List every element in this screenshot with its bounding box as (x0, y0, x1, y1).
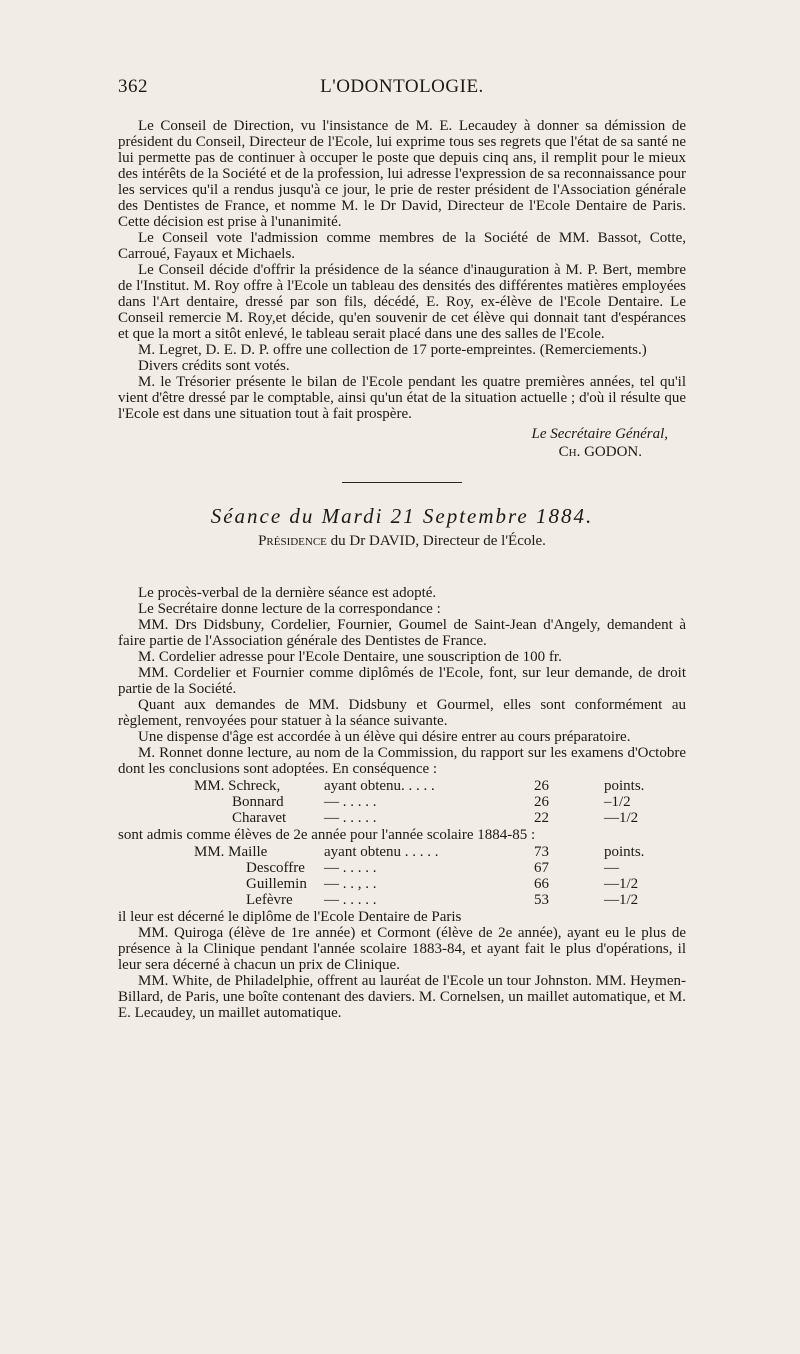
leader-text: ayant obtenu. . . . . (324, 778, 435, 794)
running-head (118, 76, 686, 100)
paragraph-legret: M. Legret, D. E. D. P. offre une collection de 17 porte-empreintes. (Remerciements.) (138, 342, 647, 358)
points-value: 26 (534, 794, 549, 810)
student-name: MM. Schreck, (194, 778, 281, 794)
exam-results-table-1 (118, 778, 686, 826)
signature (118, 426, 686, 460)
table-row (118, 860, 686, 876)
body-text (118, 118, 686, 1021)
paragraph-admission-membres: Le Conseil vote l'admission comme membres de la Société de MM. Bassot, Cotte, Carroué, Fayaux et Michaels. (118, 230, 686, 262)
paragraph-tresorier: M. le Trésorier présente le bilan de l'Ecole pendant les quatre premières années, tel qu'il vient d'être dressé par le comptable, ainsi qu'un état de la situation actuelle ; d'où il résulte que l'Ecole est dans une situation tout à fait prospère. (118, 374, 686, 422)
paragraph-conseil-demission: Le Conseil de Direction, vu l'insistance de M. E. Lecaudey à donner sa démission de président du Conseil, Directeur de l'Ecole, lui exprime tous ses regrets que l'état de sa santé ne lui permette pas de continuer à occuper le poste que depuis cinq ans, il remplit pour le mieux des intérêts de la Société et de la profession, lui adresse l'expression de sa reconnaissance pour les services qu'il a rendus jusqu'à ce jour, le prie de rester président de l'Association générale des Dentistes de France, et nomme M. le Dr David, Directeur de l'Ecole Dentaire de Paris. Cette décision est prise à l'unanimité. (118, 118, 686, 230)
student-name: Charavet (232, 810, 287, 826)
leader-text: — . . . . . (324, 860, 377, 876)
paragraph-correspondance: Le Secrétaire donne lecture de la correspondance : (138, 601, 441, 617)
table-row (118, 810, 686, 826)
paragraph-dons: MM. White, de Philadelphie, offrent au lauréat de l'Ecole un tour Johnston. MM. Heymen-Billard, de Paris, une boîte contenant des daviers. M. Cornelsen, un maillet automatique, et M. E. Lecaudey, un maillet automatique. (118, 973, 686, 1021)
points-unit: — (604, 860, 619, 876)
table-row (118, 794, 686, 810)
points-fraction (619, 860, 659, 876)
paragraph-proces-verbal: Le procès-verbal de la dernière séance est adopté. (138, 585, 437, 601)
page-number: 362 (118, 76, 148, 97)
table-row (118, 876, 686, 892)
paragraph-renvoi: Quant aux demandes de MM. Didsbuny et Gourmel, elles sont conformément au règlement, renvoyées pour statuer à la séance suivante. (118, 697, 686, 729)
section-divider (342, 482, 462, 483)
leader-text: — . . . . . (324, 892, 377, 908)
paragraph-diplome: il leur est décerné le diplôme de l'Ecole Dentaire de Paris (118, 909, 462, 925)
points-unit: points. (604, 778, 645, 794)
exam-results-table-2 (118, 844, 686, 908)
journal-title: L'ODONTOLOGIE. (320, 76, 484, 97)
leader-text: ayant obtenu . . . . . (324, 844, 439, 860)
signature-name: Ch. GODON. (558, 444, 642, 460)
student-name: Bonnard (232, 794, 284, 810)
student-name: Guillemin (246, 876, 307, 892)
paragraph-admis-2e-annee: sont admis comme élèves de 2e année pour l'année scolaire 1884-85 : (118, 827, 536, 843)
points-fraction: 1/2 (619, 892, 639, 908)
points-value: 66 (534, 876, 549, 892)
paragraph-presidence-inauguration: Le Conseil décide d'offrir la présidence de la séance d'inauguration à M. P. Bert, membre de l'Institut. M. Roy offre à l'Ecole un tableau des densités des différentes matières employées dans l'Art dentaire, dressé par son fils, décédé, E. Roy, ex-élève de l'Ecole Dentaire. Le Conseil remercie M. Roy,et décide, qu'en souvenir de cet élève qui donnait tant d'espérances et que la mort a sitôt enlevé, le tableau serait placé dans une des salles de l'Ecole. (118, 262, 686, 342)
table-row (118, 844, 686, 860)
paragraph-dispense: Une dispense d'âge est accordée à un élève qui désire entrer au cours préparatoire. (138, 729, 631, 745)
student-name: MM. Maille (194, 844, 268, 860)
signature-role: Le Secrétaire Général, (531, 426, 668, 442)
seance-presidency (118, 533, 686, 549)
points-unit: — (604, 876, 619, 892)
leader-text: — . . . . . (324, 810, 377, 826)
points-value: 67 (534, 860, 549, 876)
points-value: 73 (534, 844, 549, 860)
points-unit: — (604, 810, 619, 826)
points-fraction: 1/2 (611, 794, 631, 810)
presidency-label: Présidence (258, 533, 327, 549)
paragraph-diplomes: MM. Cordelier et Fournier comme diplômés de l'Ecole, font, sur leur demande, de droit partie de la Société. (118, 665, 686, 697)
student-name: Descoffre (246, 860, 305, 876)
paragraph-souscription: M. Cordelier adresse pour l'Ecole Dentaire, une souscription de 100 fr. (138, 649, 562, 665)
paragraph-credits: Divers crédits sont votés. (138, 358, 290, 374)
points-unit: – (604, 794, 612, 810)
leader-text: — . . , . . (324, 876, 377, 892)
presidency-rest: du Dr DAVID, Directeur de l'École. (330, 533, 546, 549)
points-fraction: 1/2 (619, 876, 639, 892)
points-fraction (644, 844, 684, 860)
leader-text: — . . . . . (324, 794, 377, 810)
points-fraction: 1/2 (619, 810, 639, 826)
points-fraction (644, 778, 684, 794)
points-unit: — (604, 892, 619, 908)
points-value: 22 (534, 810, 549, 826)
table-row (118, 778, 686, 794)
paragraph-rapport: M. Ronnet donne lecture, au nom de la Commission, du rapport sur les examens d'Octobre dont les conclusions sont adoptées. En conséquence : (118, 745, 686, 777)
points-value: 53 (534, 892, 549, 908)
paragraph-demandes: MM. Drs Didsbuny, Cordelier, Fournier, Goumel de Saint-Jean d'Angely, demandent à faire partie de l'Association générale des Dentistes de France. (118, 617, 686, 649)
student-name: Lefèvre (246, 892, 293, 908)
paragraph-prix-clinique: MM. Quiroga (élève de 1re année) et Cormont (élève de 2e année), ayant eu le plus de présence à la Clinique pendant l'année scolaire 1883-84, et ayant fait le plus d'opérations, il leur sera décerné à chacun un prix de Clinique. (118, 925, 686, 973)
points-value: 26 (534, 778, 549, 794)
seance-title: Séance du Mardi 21 Septembre 1884. (210, 504, 594, 528)
points-unit: points. (604, 844, 645, 860)
table-row (118, 892, 686, 908)
